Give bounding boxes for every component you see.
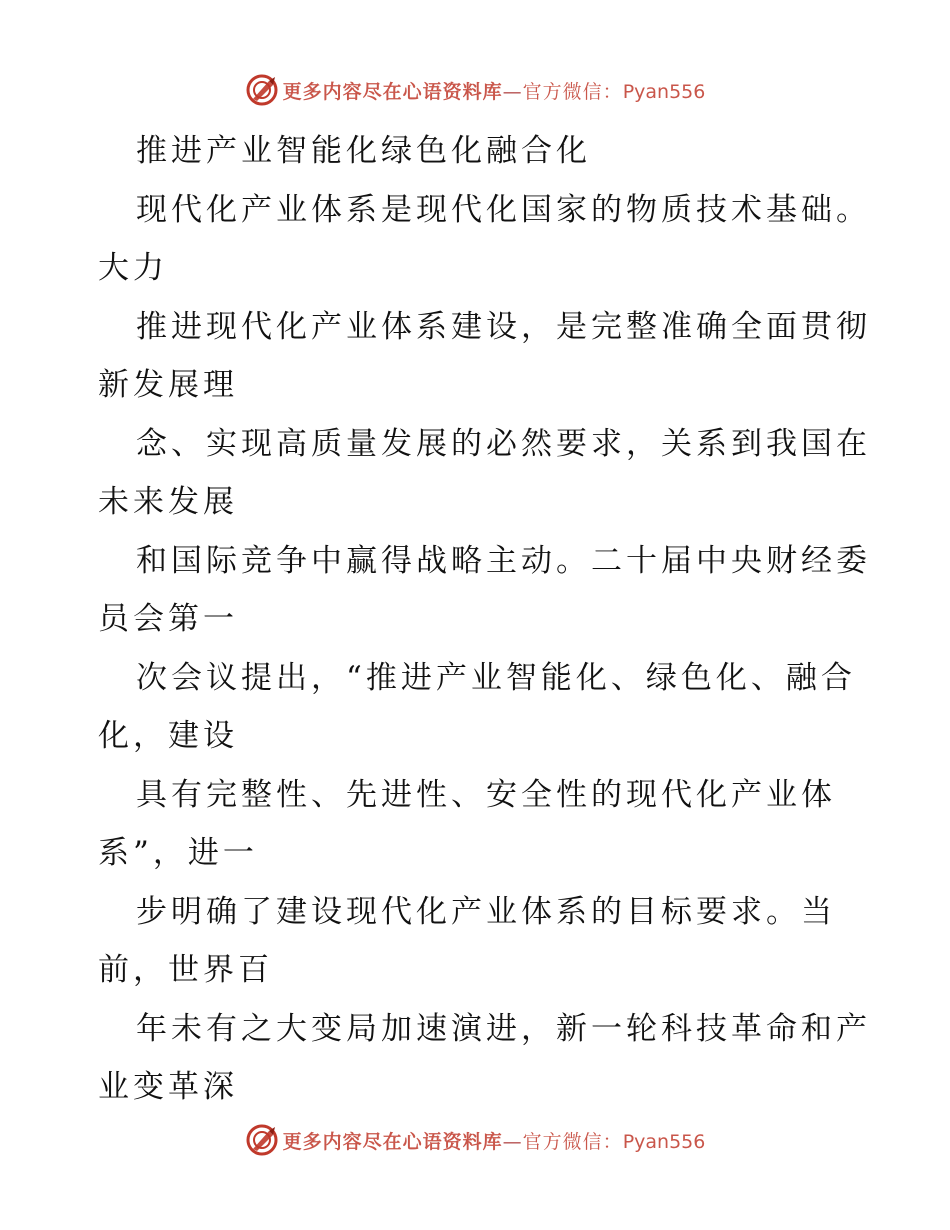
text-line: 业变革深 bbox=[98, 1069, 238, 1105]
text-line: 推进现代化产业体系建设，是完整准确全面贯彻 bbox=[136, 308, 871, 345]
text-line: 和国际竞争中赢得战略主动。二十届中央财经委 bbox=[136, 542, 871, 579]
watermark-id: Pyan556 bbox=[622, 1130, 706, 1153]
text-line: 步明确了建设现代化产业体系的目标要求。当 bbox=[136, 893, 836, 930]
text-line: 具有完整性、先进性、安全性的现代化产业体 bbox=[136, 776, 836, 813]
text-line: 员会第一 bbox=[98, 601, 238, 637]
text-line: 新发展理 bbox=[98, 367, 238, 403]
footer-watermark bbox=[0, 1120, 950, 1160]
text-line: 推进产业智能化绿色化融合化 bbox=[136, 133, 591, 169]
text-line: 化，建设 bbox=[98, 718, 238, 754]
text-line: 次会议提出，“推进产业智能化、绿色化、融合 bbox=[136, 659, 856, 696]
watermark-text bbox=[283, 77, 706, 104]
text-line: 大力 bbox=[98, 250, 168, 286]
text-line: 前，世界百 bbox=[98, 952, 273, 988]
text-line: 念、实现高质量发展的必然要求，关系到我国在 bbox=[136, 425, 871, 462]
watermark-text bbox=[283, 1127, 706, 1154]
watermark-contact: 官方微信： bbox=[522, 1130, 623, 1153]
text-line: 系”，进一 bbox=[98, 835, 258, 871]
watermark-separator: — bbox=[502, 1130, 523, 1153]
text-line: 现代化产业体系是现代化国家的物质技术基础。 bbox=[136, 191, 871, 228]
watermark-brand: 更多内容尽在心语资料库 bbox=[282, 1130, 503, 1153]
pen-nib-logo-icon bbox=[245, 1123, 279, 1157]
watermark-brand: 更多内容尽在心语资料库 bbox=[282, 80, 503, 103]
watermark-contact: 官方微信： bbox=[522, 80, 623, 103]
pen-nib-logo-icon bbox=[245, 73, 279, 107]
text-line: 年未有之大变局加速演进，新一轮科技革命和产 bbox=[136, 1010, 871, 1047]
document-body bbox=[98, 122, 871, 1117]
watermark-id: Pyan556 bbox=[622, 80, 706, 103]
text-line: 未来发展 bbox=[98, 484, 238, 520]
watermark-separator: — bbox=[502, 80, 523, 103]
header-watermark bbox=[0, 70, 950, 110]
